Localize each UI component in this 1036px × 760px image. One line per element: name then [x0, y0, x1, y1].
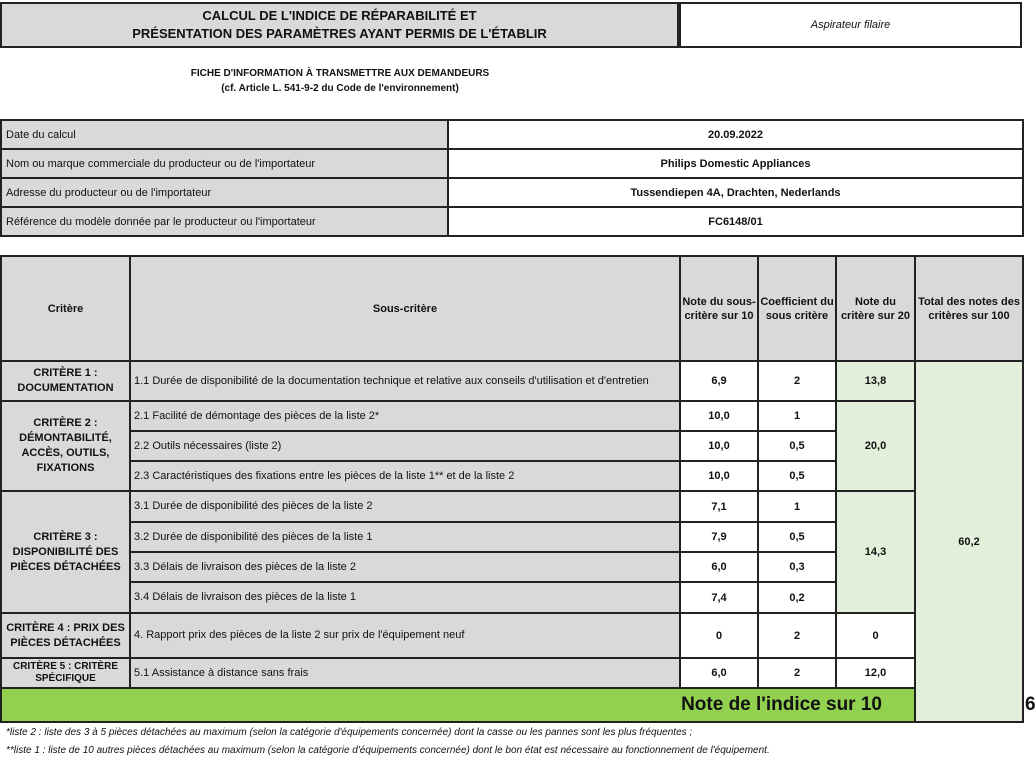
criterion-5-score: 12,0	[836, 658, 915, 688]
subcriterion-note: 6,0	[680, 552, 758, 582]
product-type: Aspirateur filaire	[679, 2, 1022, 48]
subcriterion-label: 2.3 Caractéristiques des fixations entre les pièces de la liste 1** et de la liste 2	[130, 461, 680, 491]
criterion-4-score: 0	[836, 613, 915, 658]
header-note-sous-critere: Note du sous-critère sur 10	[680, 256, 758, 361]
subcriterion-coef: 2	[758, 658, 836, 688]
table-row	[1, 361, 1023, 401]
title-line-1: CALCUL DE L'INDICE DE RÉPARABILITÉ ET	[202, 8, 477, 23]
subcriterion-label: 4. Rapport prix des pièces de la liste 2 sur prix de l'équipement neuf	[130, 613, 680, 658]
subcriterion-coef: 2	[758, 361, 836, 401]
header-total: Total des notes des critères sur 100	[915, 256, 1023, 361]
footnote-2: **liste 1 : liste de 10 autres pièces détachées au maximum (selon la catégorie d'équipements concernée) dont le bon état est nécessaire au fonctionnement de l'équipement.	[6, 745, 770, 756]
document-title	[0, 2, 679, 48]
info-label: Nom ou marque commerciale du producteur ou de l'importateur	[1, 149, 448, 178]
subcriterion-note: 7,1	[680, 491, 758, 522]
subcriterion-note: 10,0	[680, 401, 758, 431]
table-row	[1, 658, 1023, 688]
table-header-row	[1, 256, 1023, 361]
subcriterion-note: 6,9	[680, 361, 758, 401]
criterion-3-name: CRITÈRE 3 : DISPONIBILITÉ DES PIÈCES DÉTACHÉES	[1, 491, 130, 613]
subcriterion-label: 3.4 Délais de livraison des pièces de la liste 1	[130, 582, 680, 613]
subcriterion-coef: 0,5	[758, 431, 836, 461]
final-score-row: Note de l'indice sur 10 6	[1, 688, 1023, 722]
subtitle-line-2: (cf. Article L. 541-9-2 du Code de l'environnement)	[221, 83, 459, 94]
info-value: 20.09.2022	[448, 120, 1023, 149]
footnote-1: *liste 2 : liste des 3 à 5 pièces détachées au maximum (selon la catégorie d'équipements concernée) dont la casse ou les pannes sont les plus fréquentes ;	[6, 727, 693, 738]
table-row	[1, 613, 1023, 658]
subcriterion-note: 7,9	[680, 522, 758, 552]
subcriterion-note: 0	[680, 613, 758, 658]
title-line-2: PRÉSENTATION DES PARAMÈTRES AYANT PERMIS DE L'ÉTABLIR	[132, 26, 547, 41]
subcriterion-coef: 0,5	[758, 461, 836, 491]
subcriterion-note: 10,0	[680, 431, 758, 461]
info-value: FC6148/01	[448, 207, 1023, 236]
info-row-reference	[1, 207, 1023, 236]
info-label: Référence du modèle donnée par le producteur ou l'importateur	[1, 207, 448, 236]
header-coefficient: Coefficient du sous critère	[758, 256, 836, 361]
criteria-table	[0, 255, 1036, 723]
criterion-2-name: CRITÈRE 2 : DÉMONTABILITÉ, ACCÈS, OUTILS, FIXATIONS	[1, 401, 130, 491]
header-critere: Critère	[1, 256, 130, 361]
subcriterion-label: 3.1 Durée de disponibilité des pièces de la liste 2	[130, 491, 680, 522]
subcriterion-coef: 2	[758, 613, 836, 658]
criterion-4-name: CRITÈRE 4 : PRIX DES PIÈCES DÉTACHÉES	[1, 613, 130, 658]
info-table	[0, 119, 1024, 237]
table-row	[1, 401, 1023, 431]
header-note-critere: Note du critère sur 20	[836, 256, 915, 361]
criterion-1-score: 13,8	[836, 361, 915, 401]
criterion-1-name: CRITÈRE 1 : DOCUMENTATION	[1, 361, 130, 401]
subtitle	[0, 66, 680, 96]
info-value: Tussendiepen 4A, Drachten, Nederlands	[448, 178, 1023, 207]
header-sous-critere: Sous-critère	[130, 256, 680, 361]
subcriterion-note: 6,0	[680, 658, 758, 688]
subcriterion-label: 5.1 Assistance à distance sans frais	[130, 658, 680, 688]
table-row	[1, 491, 1023, 522]
criterion-2-score: 20,0	[836, 401, 915, 491]
info-value: Philips Domestic Appliances	[448, 149, 1023, 178]
subcriterion-note: 10,0	[680, 461, 758, 491]
info-label: Date du calcul	[1, 120, 448, 149]
info-row-date	[1, 120, 1023, 149]
subcriterion-coef: 0,5	[758, 522, 836, 552]
subcriterion-coef: 0,2	[758, 582, 836, 613]
subcriterion-label: 3.3 Délais de livraison des pièces de la liste 2	[130, 552, 680, 582]
subcriterion-coef: 0,3	[758, 552, 836, 582]
subcriterion-label: 3.2 Durée de disponibilité des pièces de la liste 1	[130, 522, 680, 552]
info-row-brand	[1, 149, 1023, 178]
subcriterion-label: 1.1 Durée de disponibilité de la documentation technique et relative aux conseils d'utilisation et d'entretien	[130, 361, 680, 401]
subcriterion-coef: 1	[758, 491, 836, 522]
subtitle-line-1: FICHE D'INFORMATION À TRANSMETTRE AUX DEMANDEURS	[190, 68, 490, 79]
criterion-3-score: 14,3	[836, 491, 915, 613]
total-score: 60,2	[915, 361, 1023, 722]
info-row-address	[1, 178, 1023, 207]
subcriterion-coef: 1	[758, 401, 836, 431]
subcriterion-label: 2.2 Outils nécessaires (liste 2)	[130, 431, 680, 461]
subcriterion-note: 7,4	[680, 582, 758, 613]
subcriterion-label: 2.1 Facilité de démontage des pièces de la liste 2*	[130, 401, 680, 431]
criterion-5-name: CRITÈRE 5 : CRITÈRE SPÉCIFIQUE	[1, 658, 130, 688]
info-label: Adresse du producteur ou de l'importateur	[1, 178, 448, 207]
final-score-label: Note de l'indice sur 10	[1, 688, 915, 722]
